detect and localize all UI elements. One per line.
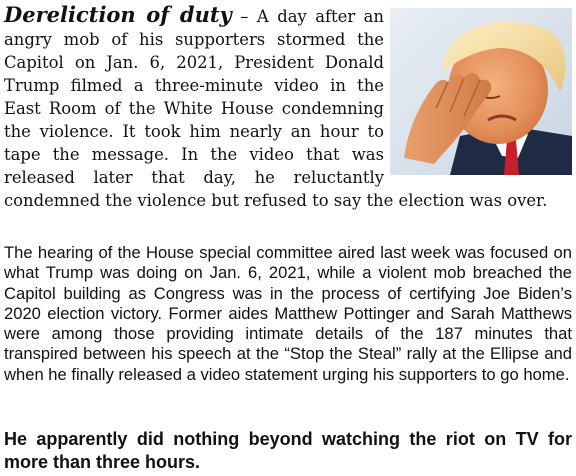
photo-spacer xyxy=(384,3,572,174)
section-lead: Dereliction of duty xyxy=(4,2,232,27)
article xyxy=(4,0,572,476)
intro-paragraph xyxy=(4,3,572,212)
body-paragraph: The hearing of the House special committee aired last week was focused on what Trump was doing on Jan. 6, 2021, while a violent mob breached the Capitol building as Congress was in the process of certifying Joe Biden’s 2020 election victory. Former aides Matthew Pottinger and Sarah Matthews were among those providing intimate details of the 187 minutes that transpired between his speech at the “Stop the Steal” rally at the Ellipse and when he finally released a video statement urging his supporters to go home. xyxy=(4,243,572,384)
conclusion-paragraph: He apparently did nothing beyond watching the riot on TV for more than three hours. xyxy=(4,429,572,472)
intro-text: A day after an angry mob of his supporters stormed the Capitol on Jan. 6, 2021, President Donald Trump filmed a three-minute video in the East Room of the White House condemning the violence. It took him nearly an hour to tape the message. In the video that was released later that day, he reluctantly condemned the violence but refused to say the election was over. xyxy=(4,7,548,210)
lead-separator: – xyxy=(231,7,257,26)
